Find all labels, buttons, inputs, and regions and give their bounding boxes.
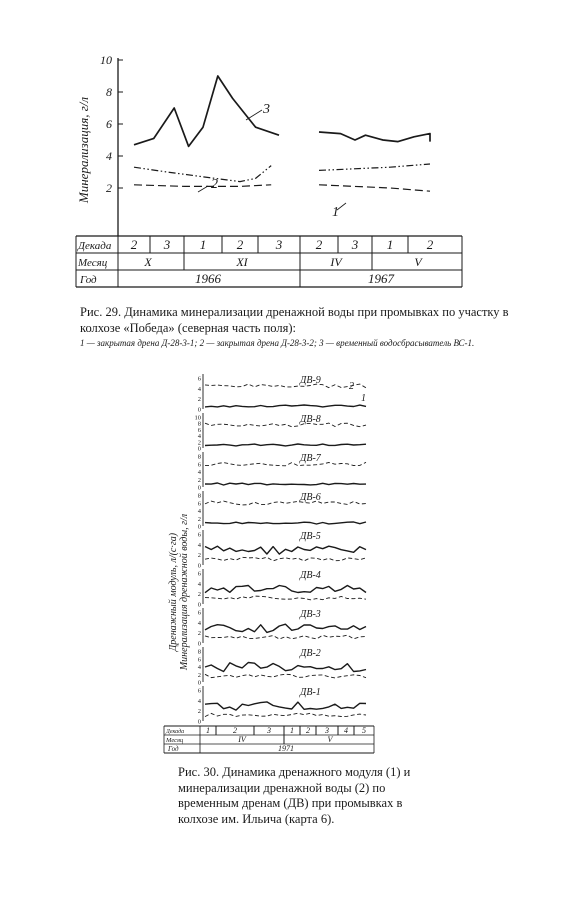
fig30-y-label-2: Минерализация дренажной воды, г/л [179, 513, 190, 671]
fig30-mineralization-curve [205, 596, 366, 600]
fig29-decade: 2 [426, 237, 434, 252]
fig30-drainage-module-curve [205, 702, 366, 710]
fig29-series-3-segment-2 [319, 132, 430, 142]
fig29-year: 1967 [368, 271, 394, 286]
fig30-tick-label: 0 [197, 445, 201, 453]
fig30-mineralization-curve [205, 557, 366, 561]
fig30-tick-label: 8 [197, 648, 201, 656]
figure-29-legend: 1 — закрытая дрена Д-28-3-1; 2 — закрытая дрена Д-28-3-2; 3 — временный водосбрасыватель ВС-1. [80, 338, 475, 348]
fig29-row-label-decade: Декада [78, 240, 112, 252]
fig29-month: IV [330, 255, 342, 269]
fig30-tick-label: 0 [197, 523, 201, 531]
fig30-panel-label: ДВ-3 [300, 609, 321, 620]
fig30-tick-label: 0 [197, 679, 201, 687]
fig30-tick-label: 2 [197, 552, 201, 560]
fig29-month: XI [236, 255, 248, 269]
fig30-drainage-module-curve [205, 405, 366, 407]
fig29-series-2-segment-2 [319, 164, 430, 170]
fig30-tick-label: 6 [197, 500, 201, 508]
fig30-tick-label: 0 [197, 640, 201, 648]
fig30-tick-label: 6 [197, 687, 201, 695]
fig29-y-tick-label: 6 [106, 117, 112, 131]
fig30-tick-label: 2 [197, 630, 201, 638]
fig30-drainage-module-curve [205, 483, 366, 485]
fig30-tick-label: 2 [197, 439, 201, 447]
fig30-mineralization-curve [205, 501, 366, 505]
fig30-tick-label: 4 [197, 697, 201, 705]
fig30-tick-label: 4 [197, 385, 201, 393]
fig30-drainage-module-curve [205, 586, 366, 593]
figure-30-chart [0, 362, 569, 762]
fig30-tick-label: 0 [197, 562, 201, 570]
fig30-tick-label: 8 [197, 453, 201, 461]
fig30-tick-label: 6 [197, 656, 201, 664]
fig30-decade: 1 [206, 726, 210, 735]
fig30-curve-label-2: 2 [349, 381, 354, 392]
fig30-mineralization-curve [205, 635, 366, 639]
fig30-row-label-month: Месяц [166, 737, 184, 744]
fig30-tick-label: 8 [197, 420, 201, 428]
fig29-y-tick-label: 8 [106, 85, 112, 99]
fig30-row-label-decade: Декада [166, 729, 185, 735]
fig30-mineralization-curve [205, 713, 366, 716]
fig30-decade: 2 [233, 726, 237, 735]
fig29-decade: 3 [275, 237, 283, 252]
fig30-month: V [327, 735, 333, 744]
fig30-panel-ДВ-5 [198, 530, 366, 570]
fig30-panel-ДВ-2 [198, 647, 366, 687]
fig30-tick-label: 2 [197, 591, 201, 599]
fig30-tick-label: 4 [197, 580, 201, 588]
fig30-tick-label: 0 [197, 601, 201, 609]
fig30-month: IV [238, 735, 246, 744]
fig29-y-label: Минерализация, г/л [76, 96, 91, 204]
fig30-y-label-1: Дренажный модуль, л/(с·га) [168, 532, 179, 652]
fig30-panel-ДВ-9 [198, 374, 366, 414]
fig30-tick-label: 6 [197, 375, 201, 383]
fig30-panel-ДВ-7 [198, 452, 366, 492]
fig29-leader-3 [246, 110, 262, 120]
figure-29-chart [0, 0, 569, 300]
fig30-panel-label: ДВ-5 [300, 531, 321, 542]
fig29-decade: 1 [199, 237, 207, 252]
fig30-panel-ДВ-6 [198, 491, 366, 531]
fig30-tick-label: 4 [197, 619, 201, 627]
fig30-panel-ДВ-1 [198, 686, 366, 726]
fig30-tick-label: 4 [197, 469, 201, 476]
fig30-mineralization-curve [205, 462, 366, 466]
fig30-tick-label: 6 [197, 531, 201, 539]
fig30-panel-label: ДВ-2 [300, 648, 321, 659]
fig30-year: 1971 [278, 744, 294, 753]
fig29-month: X [144, 255, 152, 269]
fig30-row-label-year: Год [168, 745, 179, 753]
fig30-tick-label: 4 [197, 508, 201, 515]
fig30-panel-ДВ-4 [198, 569, 366, 609]
fig30-tick-label: 6 [197, 570, 201, 578]
fig30-tick-label: 2 [197, 476, 201, 484]
fig30-drainage-module-curve [205, 663, 366, 672]
fig29-series-2-segment-1 [134, 166, 271, 182]
fig29-decade: 2 [236, 237, 244, 252]
fig29-decade: 3 [351, 237, 359, 252]
fig29-row-label-month: Месяц [78, 257, 108, 269]
fig29-y-tick-label: 2 [106, 181, 112, 195]
fig29-y-tick-label: 4 [106, 149, 112, 163]
fig30-drainage-module-curve [205, 546, 366, 554]
fig29-decade: 2 [130, 237, 138, 252]
fig30-drainage-module-curve [205, 624, 366, 632]
fig29-decade: 1 [386, 237, 394, 252]
fig30-mineralization-curve [205, 423, 366, 427]
fig30-tick-label: 6 [197, 461, 201, 469]
fig30-panel-ДВ-8 [195, 413, 367, 453]
fig29-curve-label-1: 1 [332, 205, 339, 220]
fig30-panel-label: ДВ-8 [300, 414, 321, 425]
fig29-row-label-year: Год [80, 274, 97, 286]
fig30-drainage-module-curve [205, 444, 366, 446]
fig30-tick-label: 2 [197, 708, 201, 716]
fig30-panel-label: ДВ-7 [300, 453, 321, 464]
fig30-tick-label: 6 [197, 609, 201, 617]
fig30-tick-label: 4 [197, 541, 201, 549]
fig30-panel-label: ДВ-1 [300, 687, 321, 698]
fig29-decade: 3 [163, 237, 171, 252]
fig30-tick-label: 2 [197, 396, 201, 404]
fig30-tick-label: 8 [197, 492, 201, 500]
fig30-tick-label: 6 [197, 426, 201, 434]
fig30-decade: 3 [325, 726, 329, 735]
fig29-decade: 2 [315, 237, 323, 252]
fig30-tick-label: 4 [197, 664, 201, 671]
fig30-tick-label: 2 [197, 671, 201, 679]
fig29-series-3-segment-1 [134, 76, 279, 146]
fig30-decade: 4 [344, 726, 348, 735]
fig30-decade: 2 [306, 726, 310, 735]
fig30-tick-label: 0 [197, 406, 201, 414]
fig29-curve-label-2: 2 [211, 177, 218, 192]
fig30-tick-label: 10 [194, 414, 201, 422]
fig30-decade: 5 [362, 726, 366, 735]
fig30-panel-label: ДВ-6 [300, 492, 321, 503]
fig29-series-1-segment-2 [319, 185, 430, 191]
fig29-series-1-segment-1 [134, 185, 271, 187]
fig30-decade: 1 [290, 726, 294, 735]
fig30-drainage-module-curve [205, 522, 366, 524]
fig30-mineralization-curve [205, 674, 366, 678]
fig29-year: 1966 [195, 271, 221, 286]
fig30-mineralization-curve [205, 384, 366, 388]
fig30-curve-label-1: 1 [361, 393, 366, 404]
fig30-panel-label: ДВ-9 [300, 375, 321, 386]
fig30-tick-label: 4 [197, 433, 201, 441]
fig29-y-tick-label: 10 [100, 53, 112, 67]
fig29-month: V [414, 255, 422, 269]
fig30-panel-label: ДВ-4 [300, 570, 321, 581]
figure-30-caption: Рис. 30. Динамика дренажного модуля (1) и минерализации дренажной воды (2) по временным дренам (ДВ) при промывках в колхозе им. Ильича (карта 6). [178, 765, 411, 826]
fig30-tick-label: 0 [197, 718, 201, 726]
fig30-decade: 3 [267, 726, 271, 735]
fig29-curve-label-3: 3 [263, 102, 270, 117]
fig30-tick-label: 0 [197, 484, 201, 492]
fig30-panel-ДВ-3 [198, 608, 366, 648]
fig30-tick-label: 2 [197, 515, 201, 523]
figure-29-caption: Рис. 29. Динамика минерализации дренажной воды при промывках по участку в колхозе «Победа» (северная часть поля): [80, 305, 509, 335]
